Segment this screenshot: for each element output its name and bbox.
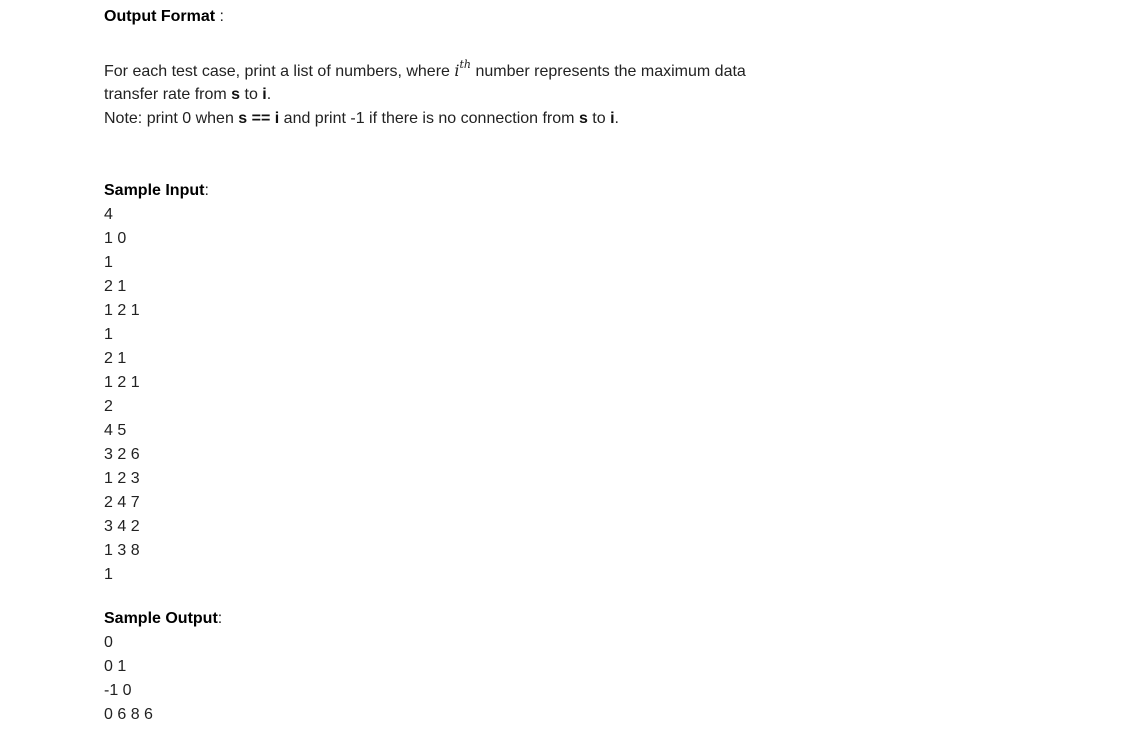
sample-input-line: 3 2 6 <box>104 446 140 463</box>
output-format-title <box>104 5 224 29</box>
desc-text: Note: print 0 when <box>104 110 239 127</box>
sample-input-title <box>104 179 209 203</box>
sample-input-line: 1 <box>104 326 113 343</box>
sample-output-colon: : <box>217 610 223 627</box>
sample-input-line: 2 4 7 <box>104 494 140 511</box>
sample-output-heading: Sample Output <box>104 610 218 627</box>
sample-output-line: -1 0 <box>104 682 132 699</box>
sample-input-line: 4 5 <box>104 422 127 439</box>
sample-input-line: 2 <box>104 398 113 415</box>
desc-text: to <box>240 86 263 103</box>
output-format-colon: : <box>215 8 224 25</box>
sample-input-line: 1 2 3 <box>104 470 140 487</box>
var-i: i <box>262 86 267 103</box>
var-s: s <box>231 86 241 103</box>
var-s: s <box>578 110 588 127</box>
sample-input-line: 4 <box>104 206 113 223</box>
sample-input-line: 2 1 <box>104 350 127 367</box>
sample-output-line: 0 <box>104 634 113 651</box>
sample-input-line: 1 <box>104 566 113 583</box>
description-line-2 <box>104 83 746 107</box>
sample-output-line: 0 6 8 6 <box>104 706 153 723</box>
desc-text: to <box>587 110 611 127</box>
desc-text: . <box>614 110 619 127</box>
sample-input-line: 1 2 1 <box>104 302 140 319</box>
sample-input-section <box>104 179 209 587</box>
description-note <box>104 107 746 131</box>
sample-output-title <box>104 607 222 631</box>
sample-input-line: 1 0 <box>104 230 127 247</box>
description-line-1 <box>104 59 746 83</box>
math-superscript: th <box>459 57 472 71</box>
sample-input-heading: Sample Input <box>104 182 205 199</box>
math-base: i <box>454 61 460 80</box>
var-i: i <box>610 110 615 127</box>
sample-input-line: 1 2 1 <box>104 374 140 391</box>
sample-input-line: 2 1 <box>104 278 127 295</box>
math-i-th <box>454 57 472 80</box>
sample-output-section <box>104 607 222 727</box>
sample-input-colon: : <box>204 182 209 199</box>
sample-input-line: 3 4 2 <box>104 518 140 535</box>
desc-text: number represents the maximum data <box>471 63 746 80</box>
output-format-heading: Output Format <box>104 8 216 25</box>
desc-text: For each test case, print a list of numbers, where <box>104 63 455 80</box>
output-format-section <box>104 5 224 29</box>
desc-text: and print -1 if there is no connection from <box>279 110 579 127</box>
expr-s-equals-i: s == i <box>238 110 280 127</box>
desc-text: . <box>266 86 272 103</box>
desc-text: transfer rate from <box>104 86 232 103</box>
sample-input-line: 1 <box>104 254 113 271</box>
sample-output-line: 0 1 <box>104 658 127 675</box>
sample-input-line: 1 3 8 <box>104 542 140 559</box>
output-description <box>104 59 746 131</box>
